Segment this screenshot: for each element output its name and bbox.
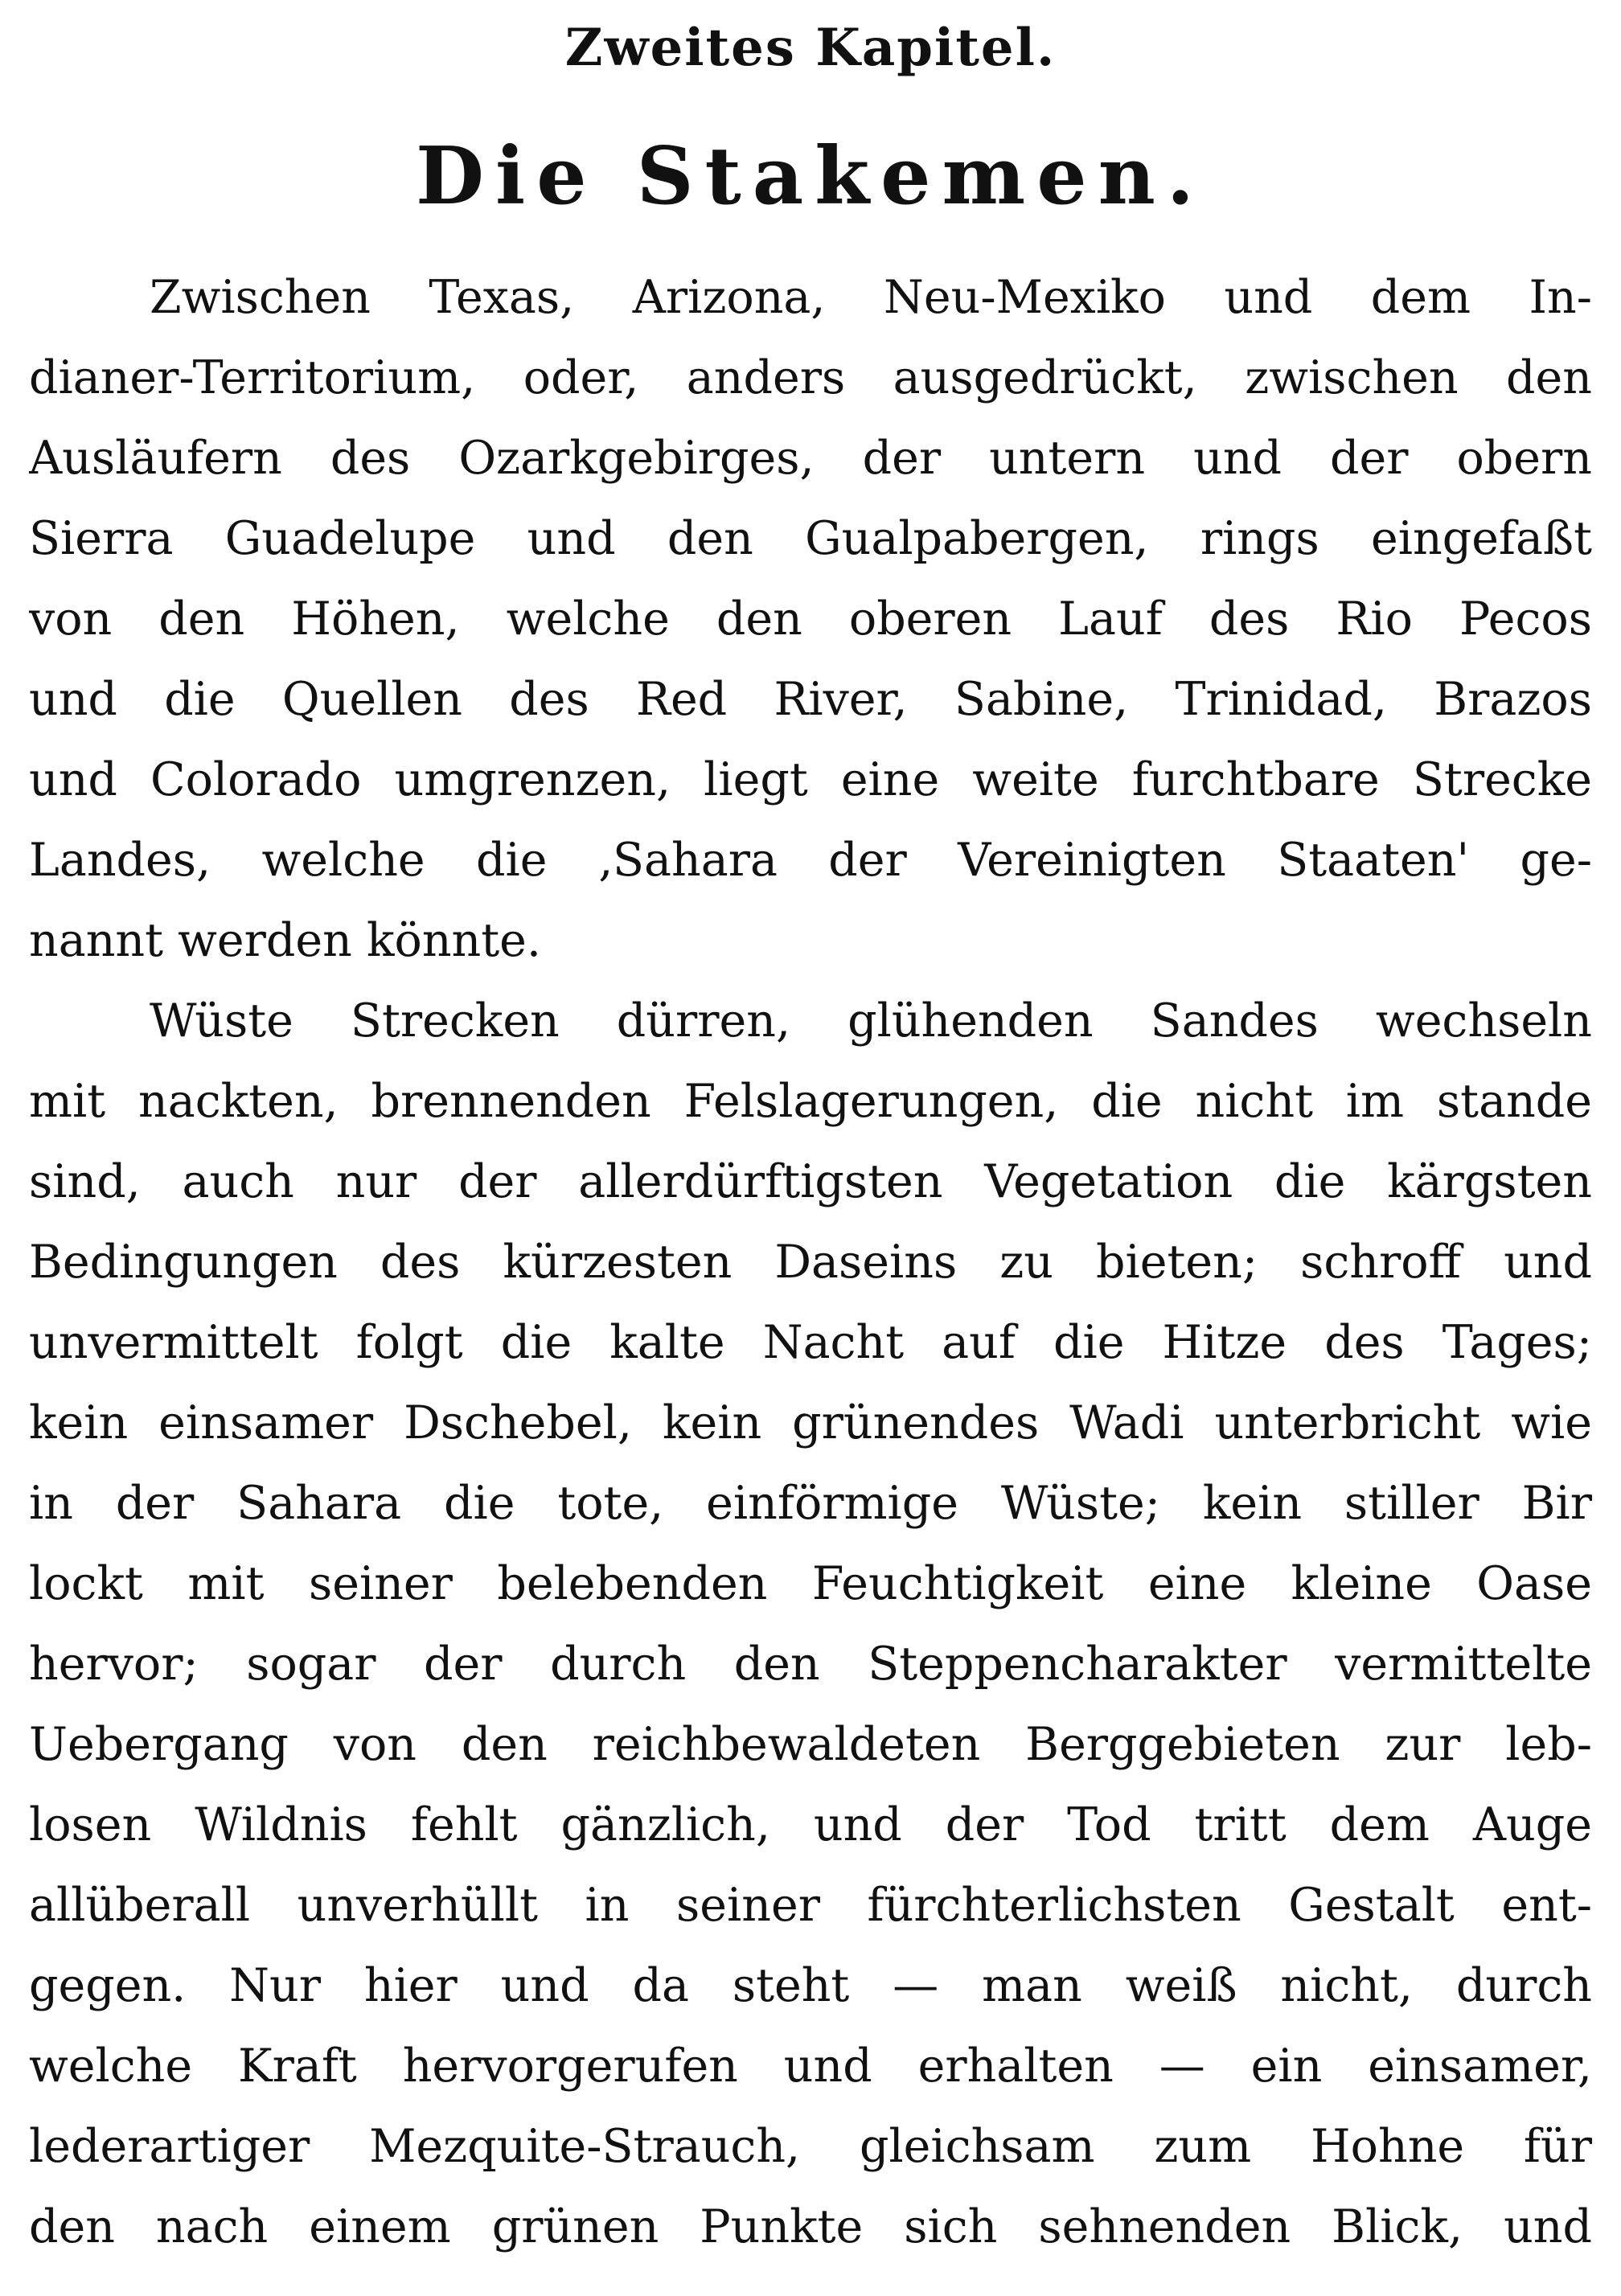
- text-line: lederartiger Mezquite-Strauch, gleichsam zum Hohne für: [29, 2120, 1592, 2173]
- text-line: losen Wildnis fehlt gänzlich, und der Tod tritt dem Auge: [29, 1798, 1592, 1851]
- chapter-label: Zweites Kapitel.: [564, 18, 1057, 78]
- text-line: dianer-Territorium, oder, anders ausgedrückt, zwischen den: [29, 351, 1592, 404]
- text-line: unvermittelt folgt die kalte Nacht auf die Hitze des Tages;: [29, 1316, 1592, 1369]
- text-line: in der Sahara die tote, einförmige Wüste; kein stiller Bir: [29, 1477, 1592, 1530]
- text-line: Zwischen Texas, Arizona, Neu-Mexiko und dem In-: [150, 271, 1592, 324]
- text-line: kein einsamer Dschebel, kein grünendes Wadi unterbricht wie: [29, 1396, 1592, 1449]
- text-line: und Colorado umgrenzen, liegt eine weite furchtbare Strecke: [29, 753, 1592, 806]
- text-line: Ausläufern des Ozarkgebirges, der untern und der obern: [29, 432, 1592, 485]
- text-line: den nach einem grünen Punkte sich sehnenden Blick, und: [29, 2200, 1592, 2253]
- text-line: Wüste Strecken dürren, glühenden Sandes wechseln: [150, 994, 1592, 1048]
- text-line: lockt mit seiner belebenden Feuchtigkeit eine kleine Oase: [29, 1557, 1592, 1610]
- text-line: allüberall unverhüllt in seiner fürchterlichsten Gestalt ent-: [29, 1879, 1592, 1932]
- text-line: von den Höhen, welche den oberen Lauf des Rio Pecos: [29, 592, 1592, 646]
- chapter-title: Die Stakemen.: [416, 130, 1205, 223]
- text-line: gegen. Nur hier und da steht — man weiß nicht, durch: [29, 1959, 1592, 2012]
- text-line: Bedingungen des kürzesten Daseins zu bieten; schroff und: [29, 1236, 1592, 1289]
- text-line: Uebergang von den reichbewaldeten Berggebieten zur leb-: [29, 1718, 1592, 1771]
- text-line: sind, auch nur der allerdürftigsten Vegetation die kärgsten: [29, 1155, 1592, 1208]
- text-line: welche Kraft hervorgerufen und erhalten — ein einsamer,: [29, 2040, 1592, 2093]
- text-line: Landes, welche die ‚Sahara der Vereinigten Staaten' ge-: [29, 834, 1592, 887]
- text-line: Sierra Guadelupe und den Gualpabergen, rings eingefaßt: [29, 512, 1592, 565]
- text-line: nannt werden könnte.: [29, 914, 541, 967]
- book-page: [29, 0, 1592, 2296]
- text-line: hervor; sogar der durch den Steppencharakter vermittelte: [29, 1638, 1592, 1691]
- body-text: [29, 257, 1592, 2267]
- text-line: und die Quellen des Red River, Sabine, Trinidad, Brazos: [29, 673, 1592, 726]
- text-line: mit nackten, brennenden Felslagerungen, die nicht im stande: [29, 1075, 1592, 1128]
